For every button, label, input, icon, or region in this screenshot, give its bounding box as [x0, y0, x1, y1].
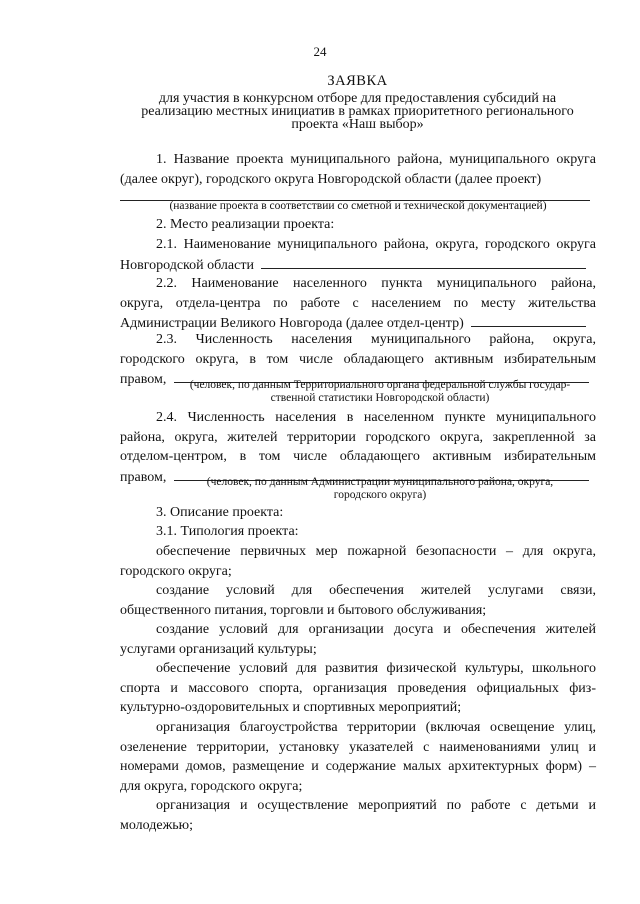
typology-item-line: обеспечение первичных мер пожарной безопасности – для округа, [156, 544, 596, 559]
section-3 [120, 503, 596, 523]
subtitle-line: реализацию местных инициатив в рамках приоритетного регионального [141, 104, 574, 119]
section-2-heading: 2. Место реализации проекта: [156, 217, 335, 232]
document-subtitle [120, 92, 595, 131]
section-2-3-line: 2.3. Численность населения муниципального района, округа, [156, 332, 596, 347]
section-2-4-line: района, округа, жителей территории городского округа, закрепленной за [120, 429, 596, 445]
project-name-note: (название проекта в соответствии со сметной и технической документацией) [169, 200, 547, 212]
section-2-2-line: 2.2. Наименование населенного пункта муниципального района, [156, 276, 596, 291]
typology-item-line: организация благоустройства территории (включая освещение улиц, [156, 720, 596, 735]
note-line: ственной статистики Новгородской области) [270, 392, 490, 404]
section-2-1-line: Новгородской области [120, 257, 254, 273]
typology-item-line: организация и осуществление мероприятий по работе с детьми и [156, 798, 596, 813]
section-3-1 [120, 522, 596, 542]
typology-item-line: обеспечение условий для развития физической культуры, школьного [156, 661, 596, 676]
section-3-heading: 3. Описание проекта: [156, 505, 284, 520]
section-2-3-line: правом, [120, 372, 167, 387]
section-3-1-heading: 3.1. Типология проекта: [156, 524, 299, 539]
subtitle-line: для участия в конкурсном отборе для предоставления субсидий на [158, 91, 557, 106]
section-2-2-line: Администрации Великого Новгорода (далее отдел-центр) [120, 316, 464, 331]
typology-item-line: создание условий для обеспечения жителей услугами связи, [156, 583, 596, 598]
section-2-2 [120, 274, 596, 334]
typology-item-line: молодежью; [120, 817, 194, 833]
subtitle-line: проекта «Наш выбор» [291, 117, 424, 132]
section-2-2-line: округа, отдела-центра по работе с населением по месту жительства [120, 295, 596, 311]
section-2-1-line: 2.1. Наименование муниципального района, округа, городского округа [156, 237, 596, 252]
section-1 [120, 150, 596, 189]
typology-item-line: для округа, городского округа; [120, 778, 303, 794]
section-2-4-line: отделом-центром, в том числе обладающего активным избирательным [120, 449, 596, 464]
typology-item [120, 718, 596, 796]
page-number: 24 [313, 44, 327, 59]
typology-item-line: номерами домов, размещение и содержание малых архитектурных форм) – [120, 759, 596, 774]
typology-item [120, 796, 596, 835]
typology-item [120, 542, 596, 581]
typology-item-line: спорта и массового спорта, организация проведения официальных физ- [120, 680, 596, 696]
typology-item-line: городского округа; [120, 563, 232, 579]
note-line: (человек, по данным Территориального органа федеральной службы государ- [189, 379, 571, 391]
section-2-3-line: городского округа, в том числе обладающего активным избирательным [120, 351, 596, 367]
section-2-4-line: правом, [120, 469, 167, 485]
section-2-4-line: 2.4. Численность населения в населенном пункте муниципального [156, 410, 596, 425]
population-note [170, 379, 590, 405]
note-line: городского округа) [333, 489, 427, 501]
note-line: (человек, по данным Администрации муниципального района, округа, [206, 476, 554, 488]
document-title: ЗАЯВКА [327, 73, 388, 89]
typology-item-line: услугами организаций культуры; [120, 641, 317, 657]
typology-item [120, 659, 596, 718]
settlement-population-note [170, 476, 590, 502]
section-1-line: 1. Название проекта муниципального района, муниципального округа [156, 152, 596, 167]
typology-item [120, 620, 596, 659]
typology-item-line: культурно-оздоровительных и спортивных мероприятий; [120, 700, 462, 715]
municipality-name-field[interactable] [261, 255, 586, 269]
section-2-1 [120, 235, 596, 275]
typology-item-line: общественного питания, торговли и бытового обслуживания; [120, 602, 487, 618]
typology-item-line: озеленение территории, установку указателей с наименованиями улиц и [120, 739, 596, 755]
settlement-name-field[interactable] [471, 313, 586, 327]
typology-item [120, 581, 596, 620]
section-2 [120, 215, 596, 235]
typology-item-line: создание условий для организации досуга и обеспечения жителей [156, 622, 596, 637]
section-1-line: (далее округ), городского округа Новгородской области (далее проект) [120, 171, 542, 187]
